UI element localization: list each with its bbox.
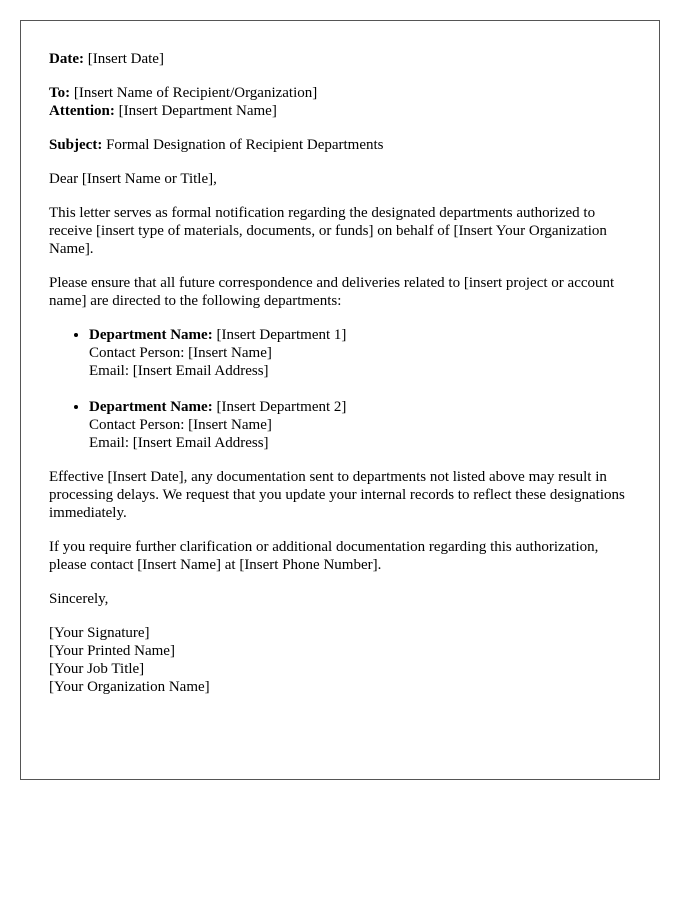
department-email: Email: [Insert Email Address] [89, 435, 269, 451]
department-list [49, 326, 631, 452]
date-label: Date: [49, 51, 84, 67]
subject-line [49, 136, 631, 154]
department-contact: Contact Person: [Insert Name] [89, 345, 272, 361]
printed-name-line: [Your Printed Name] [49, 643, 175, 659]
to-value: [Insert Name of Recipient/Organization] [73, 85, 318, 101]
department-item [89, 398, 631, 452]
to-label: To: [49, 85, 71, 101]
department-email: Email: [Insert Email Address] [89, 363, 269, 379]
attention-line [49, 102, 631, 120]
department-name-value: [Insert Department 1] [216, 327, 347, 343]
department-contact: Contact Person: [Insert Name] [89, 417, 272, 433]
recipient-block [49, 84, 631, 120]
date-line [49, 50, 631, 68]
contact-paragraph: If you require further clarification or additional documentation regarding this authorization, please contact [Insert Name] at [Insert Phone Number]. [49, 539, 599, 573]
closing: Sincerely, [49, 591, 109, 607]
subject-label: Subject: [49, 137, 103, 153]
signature-line: [Your Signature] [49, 625, 150, 641]
letter-page [20, 20, 660, 780]
attention-label: Attention: [49, 103, 115, 119]
to-line [49, 84, 631, 102]
organization-line: [Your Organization Name] [49, 679, 210, 695]
date-value: [Insert Date] [87, 51, 164, 67]
salutation: Dear [Insert Name or Title], [49, 171, 217, 187]
signature-block [49, 624, 631, 696]
effective-paragraph: Effective [Insert Date], any documentation sent to departments not listed above may result in processing delays. We request that you update your internal records to reflect these designations immediately. [49, 469, 625, 521]
department-item [89, 326, 631, 380]
job-title-line: [Your Job Title] [49, 661, 145, 677]
subject-value: Formal Designation of Recipient Departments [106, 137, 384, 153]
department-name-label: Department Name: [89, 327, 213, 343]
intro-paragraph: This letter serves as formal notification regarding the designated departments authorized to receive [insert type of materials, documents, or funds] on behalf of [Insert Your Organization Name]. [49, 205, 607, 257]
department-name-label: Department Name: [89, 399, 213, 415]
department-name-value: [Insert Department 2] [216, 399, 347, 415]
attention-value: [Insert Department Name] [118, 103, 277, 119]
request-paragraph: Please ensure that all future correspondence and deliveries related to [insert project or account name] are directed to the following departments: [49, 275, 615, 309]
